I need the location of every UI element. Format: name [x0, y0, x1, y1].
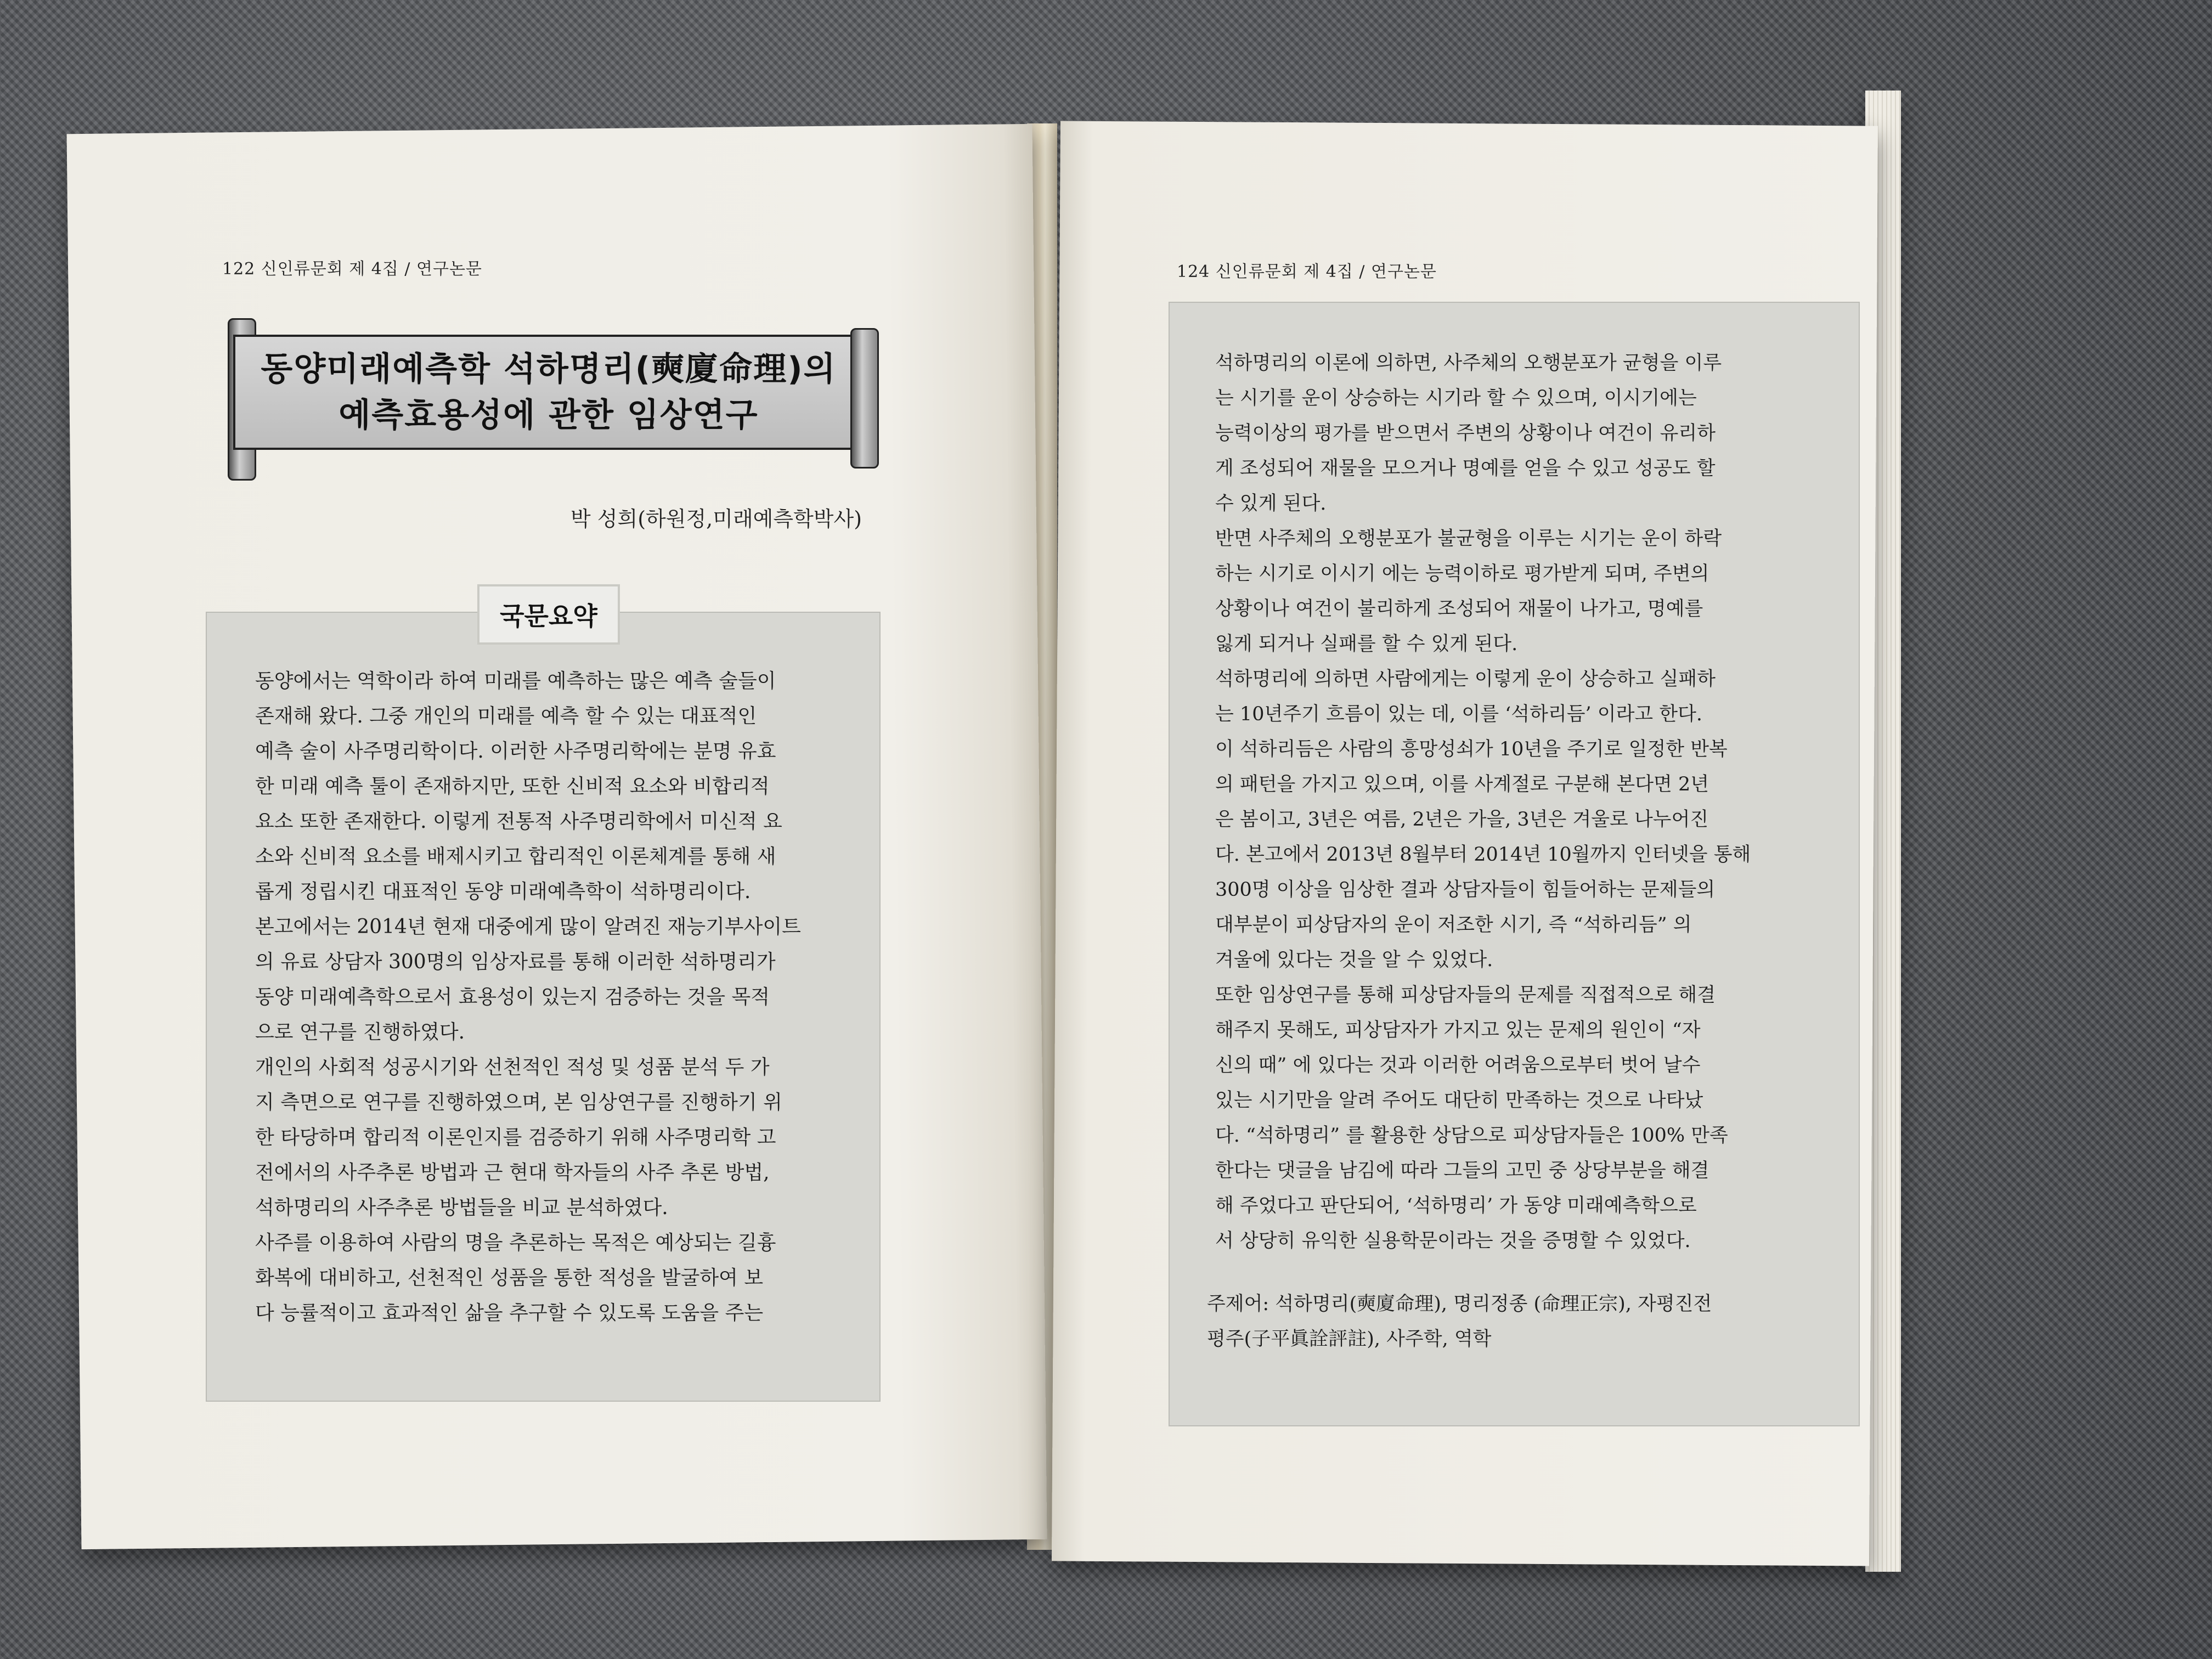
abstract-line: 으로 연구를 진행하였다.: [255, 1021, 465, 1043]
body-line: 는 시기를 운이 상승하는 시기라 할 수 있으며, 이시기에는: [1215, 387, 1697, 409]
abstract-line: 사주를 이용하여 사람의 명을 추론하는 목적은 예상되는 길흉: [255, 1232, 776, 1254]
abstract-line: 존재해 왔다. 그중 개인의 미래를 예측 할 수 있는 대표적인: [255, 705, 757, 727]
body-line: 는 10년주기 흐름이 있는 데, 이를 ‘석하리듬’ 이라고 한다.: [1215, 703, 1703, 725]
abstract-line: 한 미래 예측 툴이 존재하지만, 또한 신비적 요소와 비합리적: [255, 775, 770, 798]
body-line: 하는 시기로 이시기 에는 능력이하로 평가받게 되며, 주변의: [1215, 563, 1709, 585]
keywords: [1207, 1286, 1712, 1357]
abstract-line: 개인의 사회적 성공시기와 선천적인 적성 및 성품 분석 두 가: [255, 1056, 770, 1079]
abstract-line: 전에서의 사주추론 방법과 근 현대 학자들의 사주 추론 방법,: [255, 1161, 770, 1184]
body-line: 300명 이상을 임상한 결과 상담자들이 힘들어하는 문제들의: [1215, 879, 1716, 901]
body-line: 의 패턴을 가지고 있으며, 이를 사계절로 구분해 본다면 2년: [1215, 774, 1709, 795]
body-line: 겨울에 있다는 것을 알 수 있었다.: [1215, 949, 1493, 971]
abstract-text: [255, 664, 801, 1331]
body-line: 해 주었다고 판단되어, ‘석하명리’ 가 동양 미래예측학으로: [1215, 1195, 1697, 1217]
abstract-line: 동양 미래예측학으로서 효용성이 있는지 검증하는 것을 목적: [255, 986, 770, 1008]
abstract-line: 의 유료 상담자 300명의 임상자료를 통해 이러한 석하명리가: [255, 951, 776, 973]
author-line: 박 성희(하원정,미래예측학박사): [571, 507, 862, 531]
body-line: 다. “석하명리” 를 활용한 상담으로 피상담자들은 100% 만족: [1215, 1125, 1728, 1147]
body-line: 해주지 못해도, 피상담자가 가지고 있는 문제의 원인이 “자: [1215, 1019, 1701, 1041]
right-page-header: 124 신인류문회 제 4집 / 연구논문: [1177, 262, 1437, 281]
abstract-line: 한 타당하며 합리적 이론인지를 검증하기 위해 사주명리학 고: [255, 1126, 776, 1149]
body-line: 또한 임상연구를 통해 피상담자들의 문제를 직접적으로 해결: [1215, 984, 1716, 1006]
body-line: 수 있게 된다.: [1215, 493, 1327, 515]
abstract-line: 석하명리의 사주추론 방법들을 비교 분석하였다.: [255, 1197, 668, 1219]
abstract-line: 동양에서는 역학이라 하여 미래를 예측하는 많은 예측 술들이: [255, 670, 776, 692]
body-line: 한다는 댓글을 남김에 따라 그들의 고민 중 상당부분을 해결: [1215, 1160, 1709, 1182]
body-line: 상황이나 여건이 불리하게 조성되어 재물이 나가고, 명예를: [1215, 598, 1703, 620]
body-line: 은 봄이고, 3년은 여름, 2년은 가을, 3년은 겨울로 나누어진: [1215, 809, 1709, 831]
abstract-line: 화복에 대비하고, 선천적인 성품을 통한 적성을 발굴하여 보: [255, 1267, 764, 1289]
abstract-label: 국문요약: [477, 584, 620, 645]
body-line: 석하명리의 이론에 의하면, 사주체의 오행분포가 균형을 이루: [1215, 352, 1722, 374]
body-line: 이 석하리듬은 사람의 흥망성쇠가 10년을 주기로 일정한 반복: [1215, 738, 1728, 760]
body-text: [1215, 346, 1751, 1259]
keywords-line: 주제어: 석하명리(奭廈命理), 명리정종 (命理正宗), 자평진전: [1207, 1293, 1712, 1315]
body-line: 다. 본고에서 2013년 8월부터 2014년 10월까지 인터넷을 통해: [1215, 844, 1751, 866]
body-line: 반면 사주체의 오행분포가 불균형을 이루는 시기는 운이 하락: [1215, 528, 1722, 550]
body-line: 잃게 되거나 실패를 할 수 있게 된다.: [1215, 633, 1518, 655]
abstract-line: 다 능률적이고 효과적인 삶을 추구할 수 있도록 도움을 주는: [255, 1302, 764, 1324]
body-line: 게 조성되어 재물을 모으거나 명예를 얻을 수 있고 성공도 할: [1215, 458, 1716, 479]
left-page-header: 122 신인류문회 제 4집 / 연구논문: [222, 259, 482, 279]
body-line: 대부분이 피상담자의 운이 저조한 시기, 즉 “석하리듬” 의: [1215, 914, 1692, 936]
paper-title-line-1: 동양미래예측학 석하명리(奭廈命理)의: [261, 350, 837, 388]
abstract-line: 지 측면으로 연구를 진행하였으며, 본 임상연구를 진행하기 위: [255, 1091, 782, 1114]
title-banner-body: [233, 335, 864, 450]
scroll-roll-right: [850, 328, 879, 469]
paper-title-line-2: 예측효용성에 관한 임상연구: [338, 396, 759, 435]
body-line: 능력이상의 평가를 받으면서 주변의 상황이나 여건이 유리하: [1215, 422, 1716, 444]
body-line: 신의 때” 에 있다는 것과 이러한 어려움으로부터 벗어 날수: [1215, 1054, 1701, 1076]
title-banner: [211, 318, 891, 466]
keywords-line: 평주(子平眞詮評註), 사주학, 역학: [1207, 1328, 1492, 1350]
abstract-line: 예측 술이 사주명리학이다. 이러한 사주명리학에는 분명 유효: [255, 740, 776, 763]
abstract-line: 롭게 정립시킨 대표적인 동양 미래예측학이 석하명리이다.: [255, 881, 751, 903]
abstract-line: 소와 신비적 요소를 배제시키고 합리적인 이론체계를 통해 새: [255, 845, 776, 868]
body-line: 있는 시기만을 알려 주어도 대단히 만족하는 것으로 나타났: [1215, 1090, 1703, 1111]
abstract-line: 요소 또한 존재한다. 이렇게 전통적 사주명리학에서 미신적 요: [255, 810, 782, 833]
body-line: 서 상당히 유익한 실용학문이라는 것을 증명할 수 있었다.: [1215, 1230, 1691, 1252]
abstract-line: 본고에서는 2014년 현재 대중에게 많이 알려진 재능기부사이트: [255, 916, 801, 938]
body-line: 석하명리에 의하면 사람에게는 이렇게 운이 상승하고 실패하: [1215, 668, 1716, 690]
